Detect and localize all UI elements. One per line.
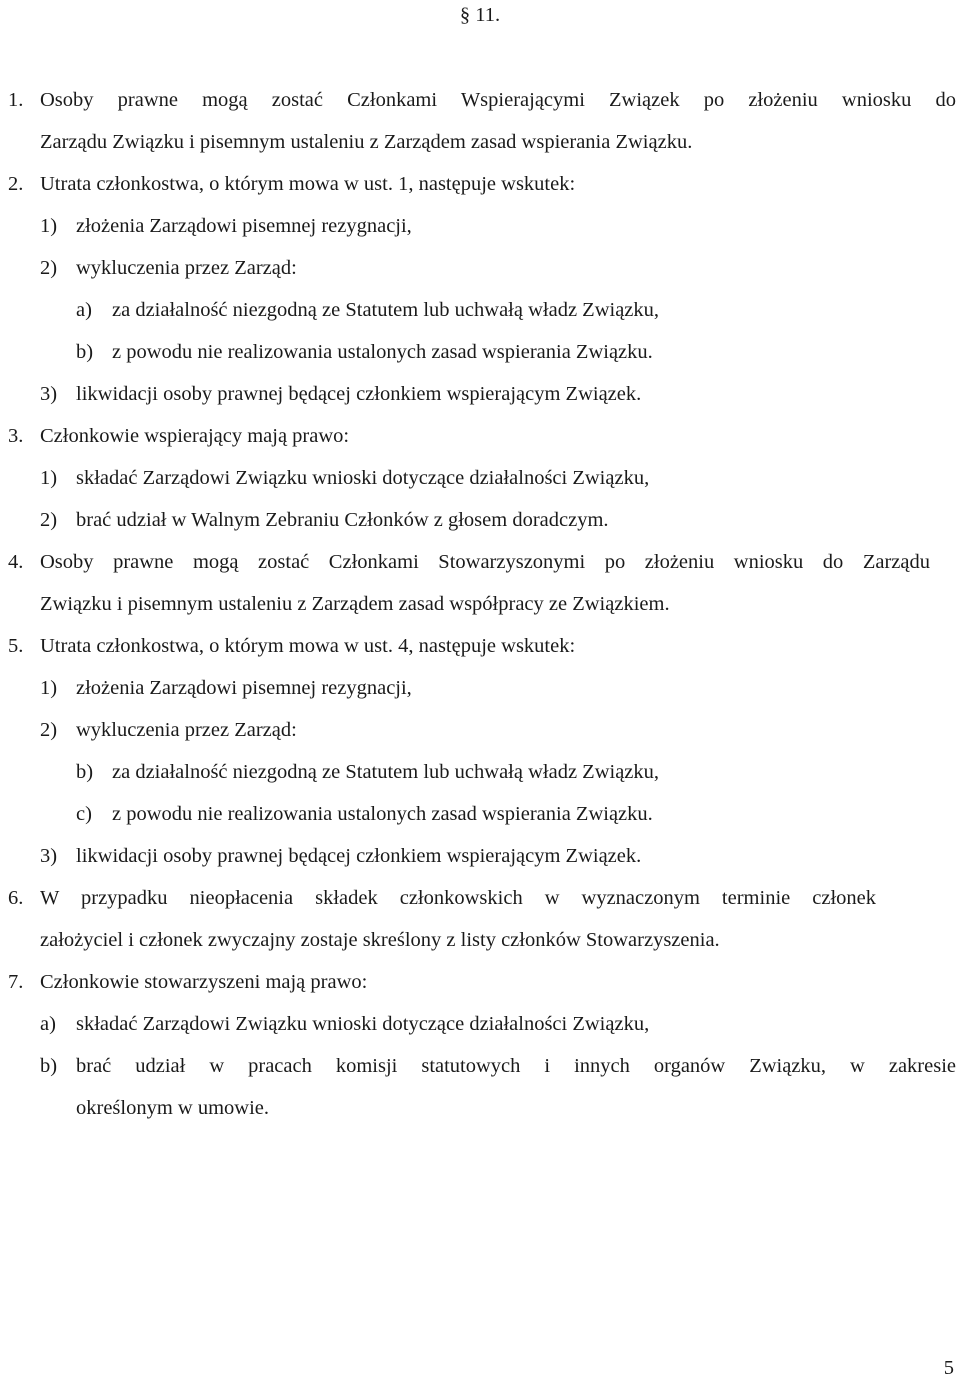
item-number: 2) — [40, 257, 58, 279]
text-line: brać udział w pracach komisji statutowych i innych organów Związku, w zakresie — [76, 1055, 956, 1077]
item-number: b) — [76, 761, 94, 783]
text-line: Zarządu Związku i pisemnym ustaleniu z Zarządem zasad wspierania Związku. — [40, 131, 693, 153]
text-line: Utrata członkostwa, o którym mowa w ust. 4, następuje wskutek: — [40, 635, 576, 657]
text-line: składać Zarządowi Związku wnioski dotyczące działalności Związku, — [76, 467, 650, 489]
text-line: Członkowie wspierający mają prawo: — [40, 425, 350, 447]
text-line: za działalność niezgodną ze Statutem lub uchwałą władz Związku, — [112, 299, 660, 321]
section-heading: § 11. — [459, 4, 501, 26]
text-line: Członkowie stowarzyszeni mają prawo: — [40, 971, 368, 993]
text-line: Osoby prawne mogą zostać Członkami Stowarzyszonymi po złożeniu wniosku do Zarządu — [40, 551, 930, 573]
item-number: 2. — [8, 173, 24, 195]
text-line: Utrata członkostwa, o którym mowa w ust. 1, następuje wskutek: — [40, 173, 576, 195]
text-line: W przypadku nieopłacenia składek członkowskich w wyznaczonym terminie członek — [40, 887, 876, 909]
text-line: z powodu nie realizowania ustalonych zasad wspierania Związku. — [112, 803, 653, 825]
item-number: 3. — [8, 425, 24, 447]
item-number: 1. — [8, 89, 24, 111]
text-line: złożenia Zarządowi pisemnej rezygnacji, — [76, 677, 412, 699]
text-line: z powodu nie realizowania ustalonych zasad wspierania Związku. — [112, 341, 653, 363]
item-number: 5. — [8, 635, 24, 657]
text-line: likwidacji osoby prawnej będącej członkiem wspierającym Związek. — [76, 845, 642, 867]
item-number: a) — [76, 299, 92, 321]
text-line: złożenia Zarządowi pisemnej rezygnacji, — [76, 215, 412, 237]
text-line: określonym w umowie. — [76, 1097, 270, 1119]
item-number: c) — [76, 803, 92, 825]
text-line: za działalność niezgodną ze Statutem lub uchwałą władz Związku, — [112, 761, 660, 783]
item-number: 6. — [8, 887, 24, 909]
item-number: b) — [40, 1055, 58, 1077]
text-line: Osoby prawne mogą zostać Członkami Wspierającymi Związek po złożeniu wniosku do — [40, 89, 956, 111]
text-line: Związku i pisemnym ustaleniu z Zarządem zasad współpracy ze Związkiem. — [40, 593, 670, 615]
text-line: likwidacji osoby prawnej będącej członkiem wspierającym Związek. — [76, 383, 642, 405]
text-line: wykluczenia przez Zarząd: — [76, 257, 297, 279]
page-number: 5 — [943, 1357, 954, 1379]
text-line: brać udział w Walnym Zebraniu Członków z głosem doradczym. — [76, 509, 609, 531]
item-number: 1) — [40, 467, 58, 489]
text-line: założyciel i członek zwyczajny zostaje skreślony z listy członków Stowarzyszenia. — [40, 929, 720, 951]
item-number: b) — [76, 341, 94, 363]
text-line: wykluczenia przez Zarząd: — [76, 719, 297, 741]
item-number: 1) — [40, 215, 58, 237]
text-line: składać Zarządowi Związku wnioski dotyczące działalności Związku, — [76, 1013, 650, 1035]
item-number: 2) — [40, 509, 58, 531]
item-number: 2) — [40, 719, 58, 741]
item-number: 3) — [40, 383, 58, 405]
item-number: 1) — [40, 677, 58, 699]
item-number: 4. — [8, 551, 24, 573]
item-number: a) — [40, 1013, 56, 1035]
item-number: 7. — [8, 971, 24, 993]
item-number: 3) — [40, 845, 58, 867]
